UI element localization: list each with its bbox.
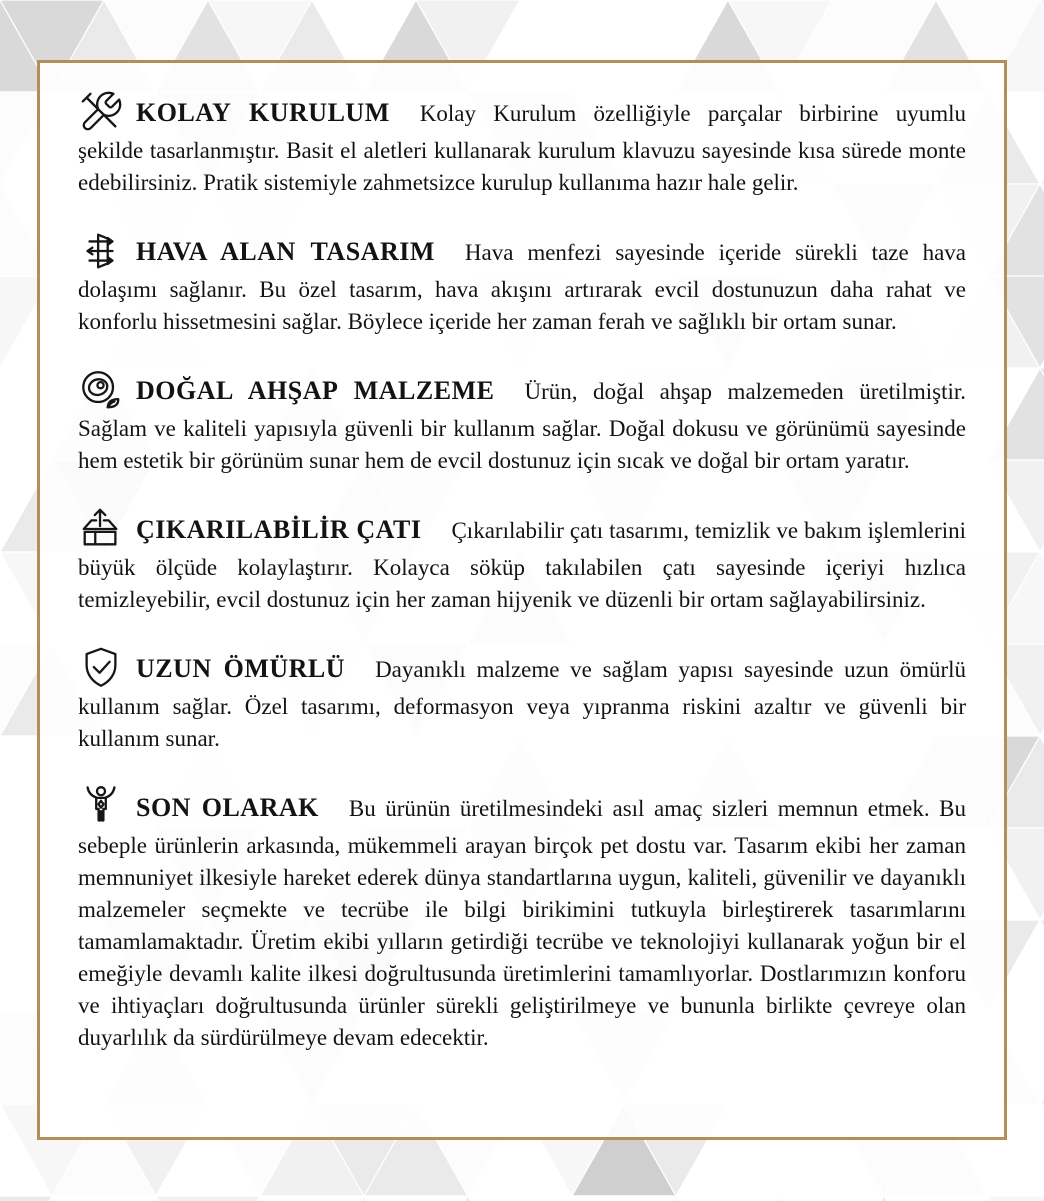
feature-title: KOLAY KURULUM bbox=[136, 98, 390, 127]
wood-grain-leaf-icon bbox=[78, 367, 124, 413]
content-panel bbox=[37, 60, 1007, 1140]
feature-title: ÇIKARILABİLİR ÇATI bbox=[136, 515, 422, 544]
feature-body: Dayanıklı malzeme ve sağlam yapısı sayesinde uzun ömürlü kullanım sağlar. Özel tasarımı, deformasyon veya yıpranma riskini azaltır ve güvenli bir kullanım sunar. bbox=[78, 657, 967, 751]
feature-body: Bu ürünün üretilmesindeki asıl amaç sizleri memnun etmek. Bu sebeple ürünlerin arkasında, mükemmeli arayan birçok pet dostu var. Tasarım ekibi her zaman memnuniyet ilkesiyle hareket ederek dünya standartlarına uygun, kaliteli, güvenilir ve dayanıklı malzemeler seçmekte ve tecrübe ile bilgi birikimini tutkuyla birleştirerek tasarımlarını tamamlamaktadır. Üretim ekibi yılların getirdiği tecrübe ve teknolojiyi kullanarak yoğun bir el emeğiyle devamlı kalite ilkesi doğrultusunda üretimlerini tamamlıyorlar. Dostlarımızın konforu ve ihtiyaçları doğrultusunda ürünler sürekli geliştirilmeye ve bununla birlikte çevreye olan duyarlılık da sürdürülmeye devam edecektir. bbox=[78, 796, 967, 1050]
feature-section-dogal-ahsap-malzeme bbox=[78, 367, 966, 477]
feature-section-son-olarak bbox=[78, 784, 966, 1054]
feature-title: SON OLARAK bbox=[136, 793, 319, 822]
feature-body: Kolay Kurulum özelliğiyle parçalar birbirine uyumlu şekilde tasarlanmıştır. Basit el aletleri kullanarak kurulum klavuzu sayesinde kısa sürede monte edebilirsiniz. Pratik sistemiyle zahmetsizce kurulup kullanıma hazır hale gelir. bbox=[78, 101, 966, 195]
feature-section-kolay-kurulum bbox=[78, 89, 966, 199]
feature-section-hava-alan-tasarim bbox=[78, 228, 966, 338]
removable-roof-icon bbox=[78, 506, 124, 552]
airflow-icon bbox=[78, 228, 124, 274]
feature-body: Çıkarılabilir çatı tasarımı, temizlik ve bakım işlemlerini büyük ölçüde kolaylaştırır. Kolayca söküp takılabilen çatı sayesinde içeriyi hızlıca temizleyebilir, evcil dostunuz için her zaman hijyenik ve düzenli bir ortam sağlayabilirsiniz. bbox=[78, 518, 967, 612]
happy-person-icon bbox=[78, 784, 124, 830]
feature-body: Ürün, doğal ahşap malzemeden üretilmiştir. Sağlam ve kaliteli yapısıyla güvenli bir kullanım sağlar. Doğal dokusu ve görünümü sayesinde hem estetik bir görünüm sunar hem de evcil dostunuz için sıcak ve doğal bir ortam yaratır. bbox=[78, 379, 966, 473]
feature-section-uzun-omurlu bbox=[78, 645, 966, 755]
tools-icon bbox=[78, 89, 124, 135]
feature-body: Hava menfezi sayesinde içeride sürekli taze hava dolaşımı sağlanır. Bu özel tasarım, hava akışını artırarak evcil dostunuzun daha rahat ve konforlu hissetmesini sağlar. Böylece içeride her zaman ferah ve sağlıklı bir ortam sunar. bbox=[78, 240, 967, 334]
feature-section-cikarilabilir-cati bbox=[78, 506, 966, 616]
feature-title: DOĞAL AHŞAP MALZEME bbox=[136, 376, 495, 405]
feature-title: UZUN ÖMÜRLÜ bbox=[136, 654, 346, 683]
shield-check-icon bbox=[78, 645, 124, 691]
feature-title: HAVA ALAN TASARIM bbox=[136, 237, 435, 266]
